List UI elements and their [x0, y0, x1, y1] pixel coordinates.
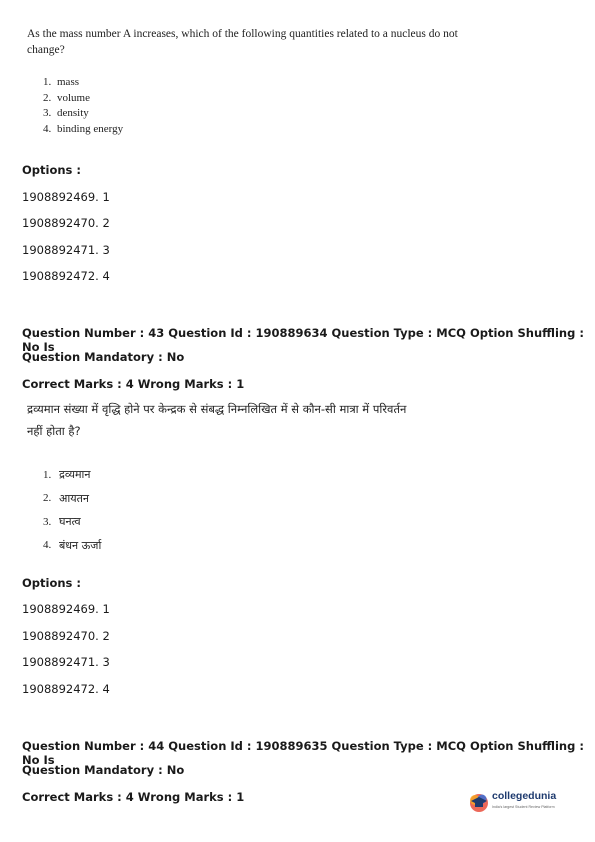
question-42-options-list	[43, 75, 123, 137]
question-44-marks: Correct Marks : 4 Wrong Marks : 1	[22, 790, 245, 804]
brand-tagline: India's largest Student Review Platform	[492, 805, 555, 809]
option-id: 1908892469. 1	[22, 190, 110, 204]
question-43-marks: Correct Marks : 4 Wrong Marks : 1	[22, 377, 245, 391]
option-id: 1908892472. 4	[22, 682, 110, 696]
list-item: 1. mass	[43, 76, 79, 88]
question-42-text: As the mass number A increases, which of the following quantities related to a nucleus do not change?	[27, 28, 458, 56]
option-id: 1908892471. 3	[22, 243, 110, 257]
question-43-text: द्रव्यमान संख्या में वृद्धि होने पर केन्द्रक से संबद्ध निम्नलिखित में से कौन-सी मात्रा में परिवर्तन नहीं होता है?	[27, 402, 407, 438]
question-43-options-list	[43, 463, 101, 557]
option-id: 1908892470. 2	[22, 629, 110, 643]
question-44-mandatory: Question Mandatory : No	[22, 763, 185, 777]
list-item: 2. volume	[43, 91, 90, 104]
list-item: 4. बंधन ऊर्जा	[43, 538, 102, 552]
list-item: 3. घनत्व	[43, 515, 81, 529]
question-43-mandatory: Question Mandatory : No	[22, 350, 185, 364]
list-item: 2. आयतन	[43, 491, 89, 505]
list-item: 4. binding energy	[43, 122, 124, 135]
question-44-header: Question Number : 44 Question Id : 190889635 Question Type : MCQ Option Shuffling : No Is	[22, 739, 584, 767]
collegedunia-logo	[468, 788, 568, 818]
brand-name: collegedunia	[492, 790, 557, 802]
options-label: Options :	[22, 163, 81, 177]
options-label: Options :	[22, 576, 81, 590]
option-id: 1908892470. 2	[22, 216, 110, 230]
question-43-header: Question Number : 43 Question Id : 190889634 Question Type : MCQ Option Shuffling : No Is	[22, 326, 584, 354]
option-id: 1908892469. 1	[22, 602, 110, 616]
graduation-cap-icon	[468, 791, 490, 813]
option-id: 1908892472. 4	[22, 269, 110, 283]
list-item: 1. द्रव्यमान	[43, 468, 91, 482]
list-item: 3. density	[43, 107, 89, 119]
option-id: 1908892471. 3	[22, 655, 110, 669]
